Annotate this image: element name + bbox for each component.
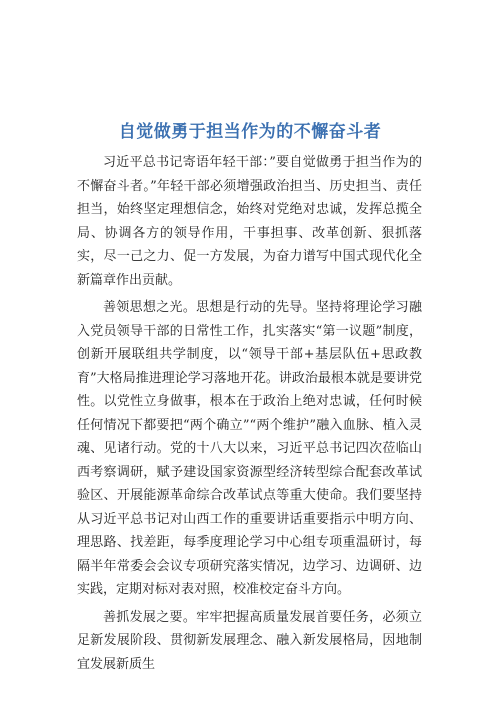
document-title: 自觉做勇于担当作为的不懈奋斗者 bbox=[118, 122, 382, 142]
paragraph-intro: 习近平总书记寄语年轻干部：”要自觉做勇于担当作为的不懈奋斗者。”年轻干部必须增强政治担当、历史担当、责任担当，始终坚定理想信念，始终对党绝对忠诚，发挥总揽全局、协调各方的领导作用，干事担事、改革创新、狠抓落实，尽一己之力、促一方发展，为奋力谱写中国式现代化全新篇章作出贡献。 bbox=[77, 155, 422, 288]
paragraph-development: 善抓发展之要。牢牢把握高质量发展首要任务，必须立足新发展阶段、贯彻新发展理念、融入新发展格局，因地制宜发展新质生 bbox=[77, 609, 422, 672]
document-body bbox=[77, 151, 422, 680]
paragraph-thought: 善领思想之光。思想是行动的先导。坚持将理论学习融入党员领导干部的日常性工作，扎实落实“第一议题”制度，创新开展联组共学制度，以“领导干部+基层队伍+思政教育”大格局推进理论学习落地开花。讲政治最根本就是要讲党性。以党性立身做事，根本在于政治上绝对忠诚，任何时候任何情况下都要把“两个确立”“两个维护”融入血脉、植入灵魂、见诸行动。党的十八大以来，习近平总书记四次莅临山西考察调研，赋予建设国家资源型经济转型综合配套改革试验区、开展能源革命综合改革试点等重大使命。我们要坚持从习近平总书记对山西工作的重要讲话重要指示中明方向、理思路、找差距，每季度理论学习中心组专项重温研讨，每隔半年常委会会议专项研究落实情况，边学习、边调研、边实践，定期对标对表对照，校准校定奋斗方向。 bbox=[77, 300, 422, 597]
